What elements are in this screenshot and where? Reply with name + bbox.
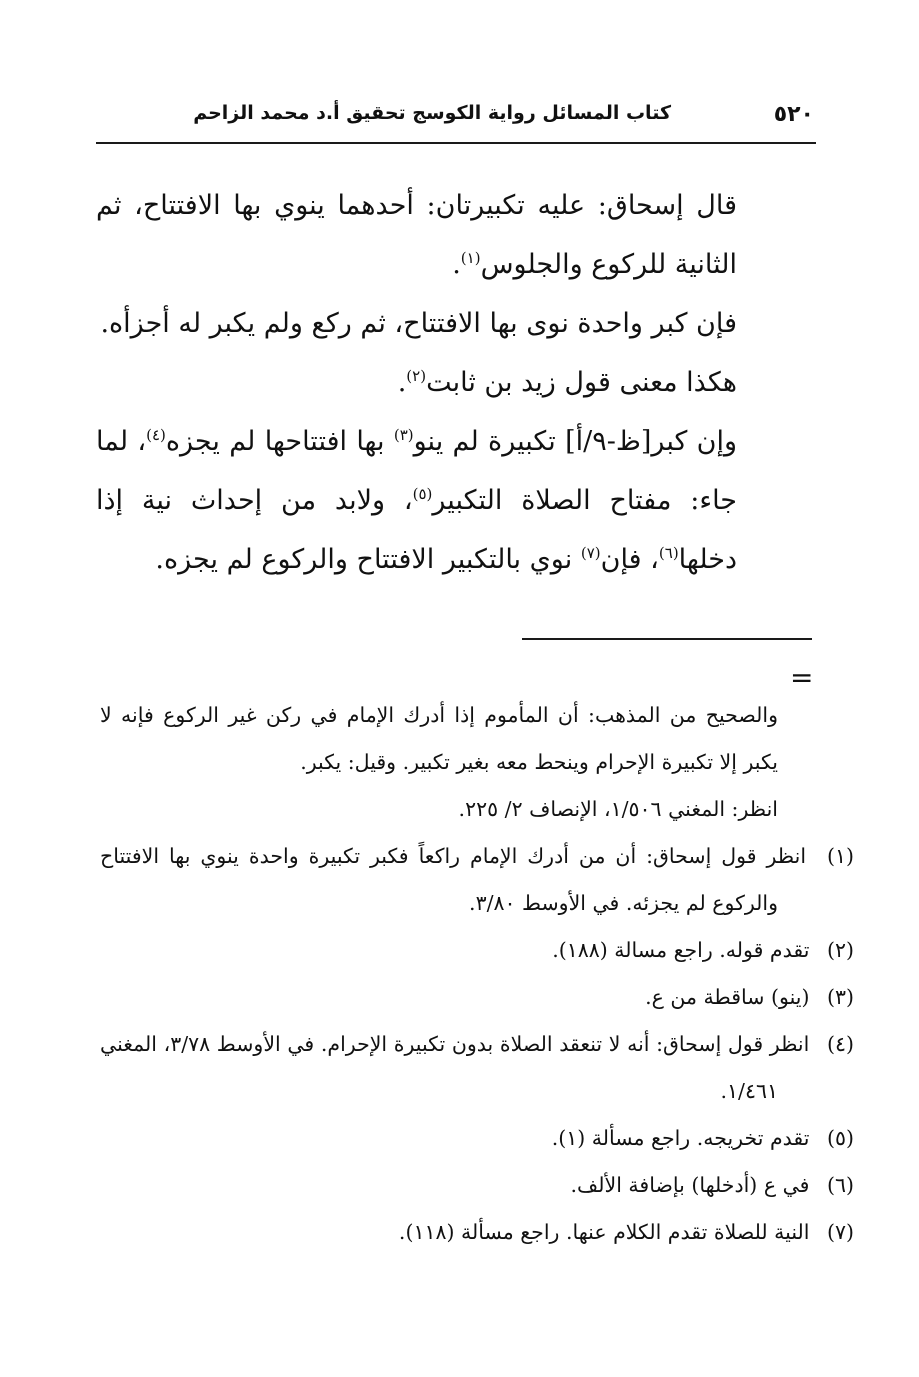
footnote-text: تقدم تخريجه. راجع مسألة (١). (551, 1126, 810, 1150)
running-header (96, 96, 816, 144)
paragraph-4-a: وإن كبر[ظ-٩/أ] تكبيرة لم ينو (413, 426, 738, 457)
footnote-4: (٤) انظر قول إسحاق: أنه لا تنعقد الصلاة بدون تكبيرة الإحرام. في الأوسط ٣/٧٨، المغني ١/٤٦١. (100, 1032, 854, 1103)
paragraph-3-text: هكذا معنى قول زيد بن ثابت (426, 367, 737, 398)
paragraph-2: فإن كبر واحدة نوى بها الافتتاح، ثم ركع ولم يكبر له أجزأه. (100, 308, 737, 339)
footnote-ref-7: (٧) (580, 544, 601, 562)
paragraph-4-d: ، ولابد من إحداث نية إذا دخلها (96, 485, 737, 575)
footnote-5: (٥) تقدم تخريجه. راجع مسألة (١). (551, 1126, 854, 1150)
footnote-ref-4: (٤) (146, 426, 166, 444)
page-number: ٥٢٠ (773, 102, 814, 127)
running-title: كتاب المسائل رواية الكوسج تحقيق أ.د محمد الزاحم (193, 102, 671, 124)
footnote-7: (٧) النية للصلاة تقدم الكلام عنها. راجع مسألة (١١٨). (398, 1220, 854, 1244)
footnote-text: انظر قول إسحاق: أن من أدرك الإمام راكعاً فكبر تكبيرة واحدة ينوي بها الافتتاح والركوع لم يجزئه. في الأوسط ٣/٨٠. (100, 844, 807, 915)
header-rule (96, 142, 816, 144)
continued-mark: = (790, 661, 814, 694)
paragraph-4-f: نوي بالتكبير الافتتاح والركوع لم يجزه. (155, 544, 581, 575)
footnote-text: انظر قول إسحاق: أنه لا تنعقد الصلاة بدون تكبيرة الإحرام. في الأوسط ٣/٧٨، المغني ١/٤٦١. (100, 1032, 810, 1103)
footnote-carryover-1: والصحيح من المذهب: أن المأموم إذا أدرك الإمام في ركن غير الركوع فإنه لا يكبر إلا تكبيرة الإحرام وينحط معه بغير تكبير. وقيل: يكبر. (100, 703, 778, 774)
footnotes (100, 692, 854, 1256)
footnote-carryover-2: انظر: المغني ١/٥٠٦، الإنصاف ٢/ ٢٢٥. (458, 797, 778, 821)
main-text (96, 176, 737, 589)
paragraph-3-end: . (397, 367, 407, 398)
footnote-ref-6: (٦) (658, 544, 679, 562)
footnote-3: (٣) (ينو) ساقطة من ع. (645, 985, 854, 1009)
paragraph-4-b: بها افتتاحها لم يجزه (165, 426, 394, 457)
footnote-1: (١) انظر قول إسحاق: أن من أدرك الإمام راكعاً فكبر تكبيرة واحدة ينوي بها الافتتاح والركوع لم يجزئه. في الأوسط ٣/٨٠. (100, 844, 854, 915)
paragraph-3 (96, 353, 737, 412)
footnote-ref-5: (٥) (412, 485, 433, 503)
footnote-6: (٦) في ع (أدخلها) بإضافة الألف. (570, 1173, 854, 1197)
footnote-ref-1: (١) (460, 249, 481, 267)
footnote-text: النية للصلاة تقدم الكلام عنها. راجع مسألة (١١٨). (398, 1220, 810, 1244)
footnote-ref-3: (٣) (393, 426, 414, 444)
paragraph-1-end: . (452, 249, 461, 280)
footnote-text: تقدم قوله. راجع مسالة (١٨٨). (552, 938, 810, 962)
paragraph-4-e: ، فإن (600, 544, 659, 575)
paragraph-1-text: قال إسحاق: عليه تكبيرتان: أحدهما ينوي بها الافتتاح، ثم الثانية للركوع والجلوس (96, 190, 737, 280)
footnote-ref-2: (٢) (406, 367, 427, 385)
footnote-text: (ينو) ساقطة من ع. (645, 985, 810, 1009)
footnote-text: في ع (أدخلها) بإضافة الألف. (570, 1173, 810, 1197)
paragraph-4 (96, 412, 737, 589)
footnote-separator (522, 638, 812, 640)
paragraph-1 (96, 176, 737, 294)
paragraph-4-c: ، لما جاء: مفتاح الصلاة التكبير (96, 426, 738, 516)
footnote-2: (٢) تقدم قوله. راجع مسالة (١٨٨). (552, 938, 854, 962)
